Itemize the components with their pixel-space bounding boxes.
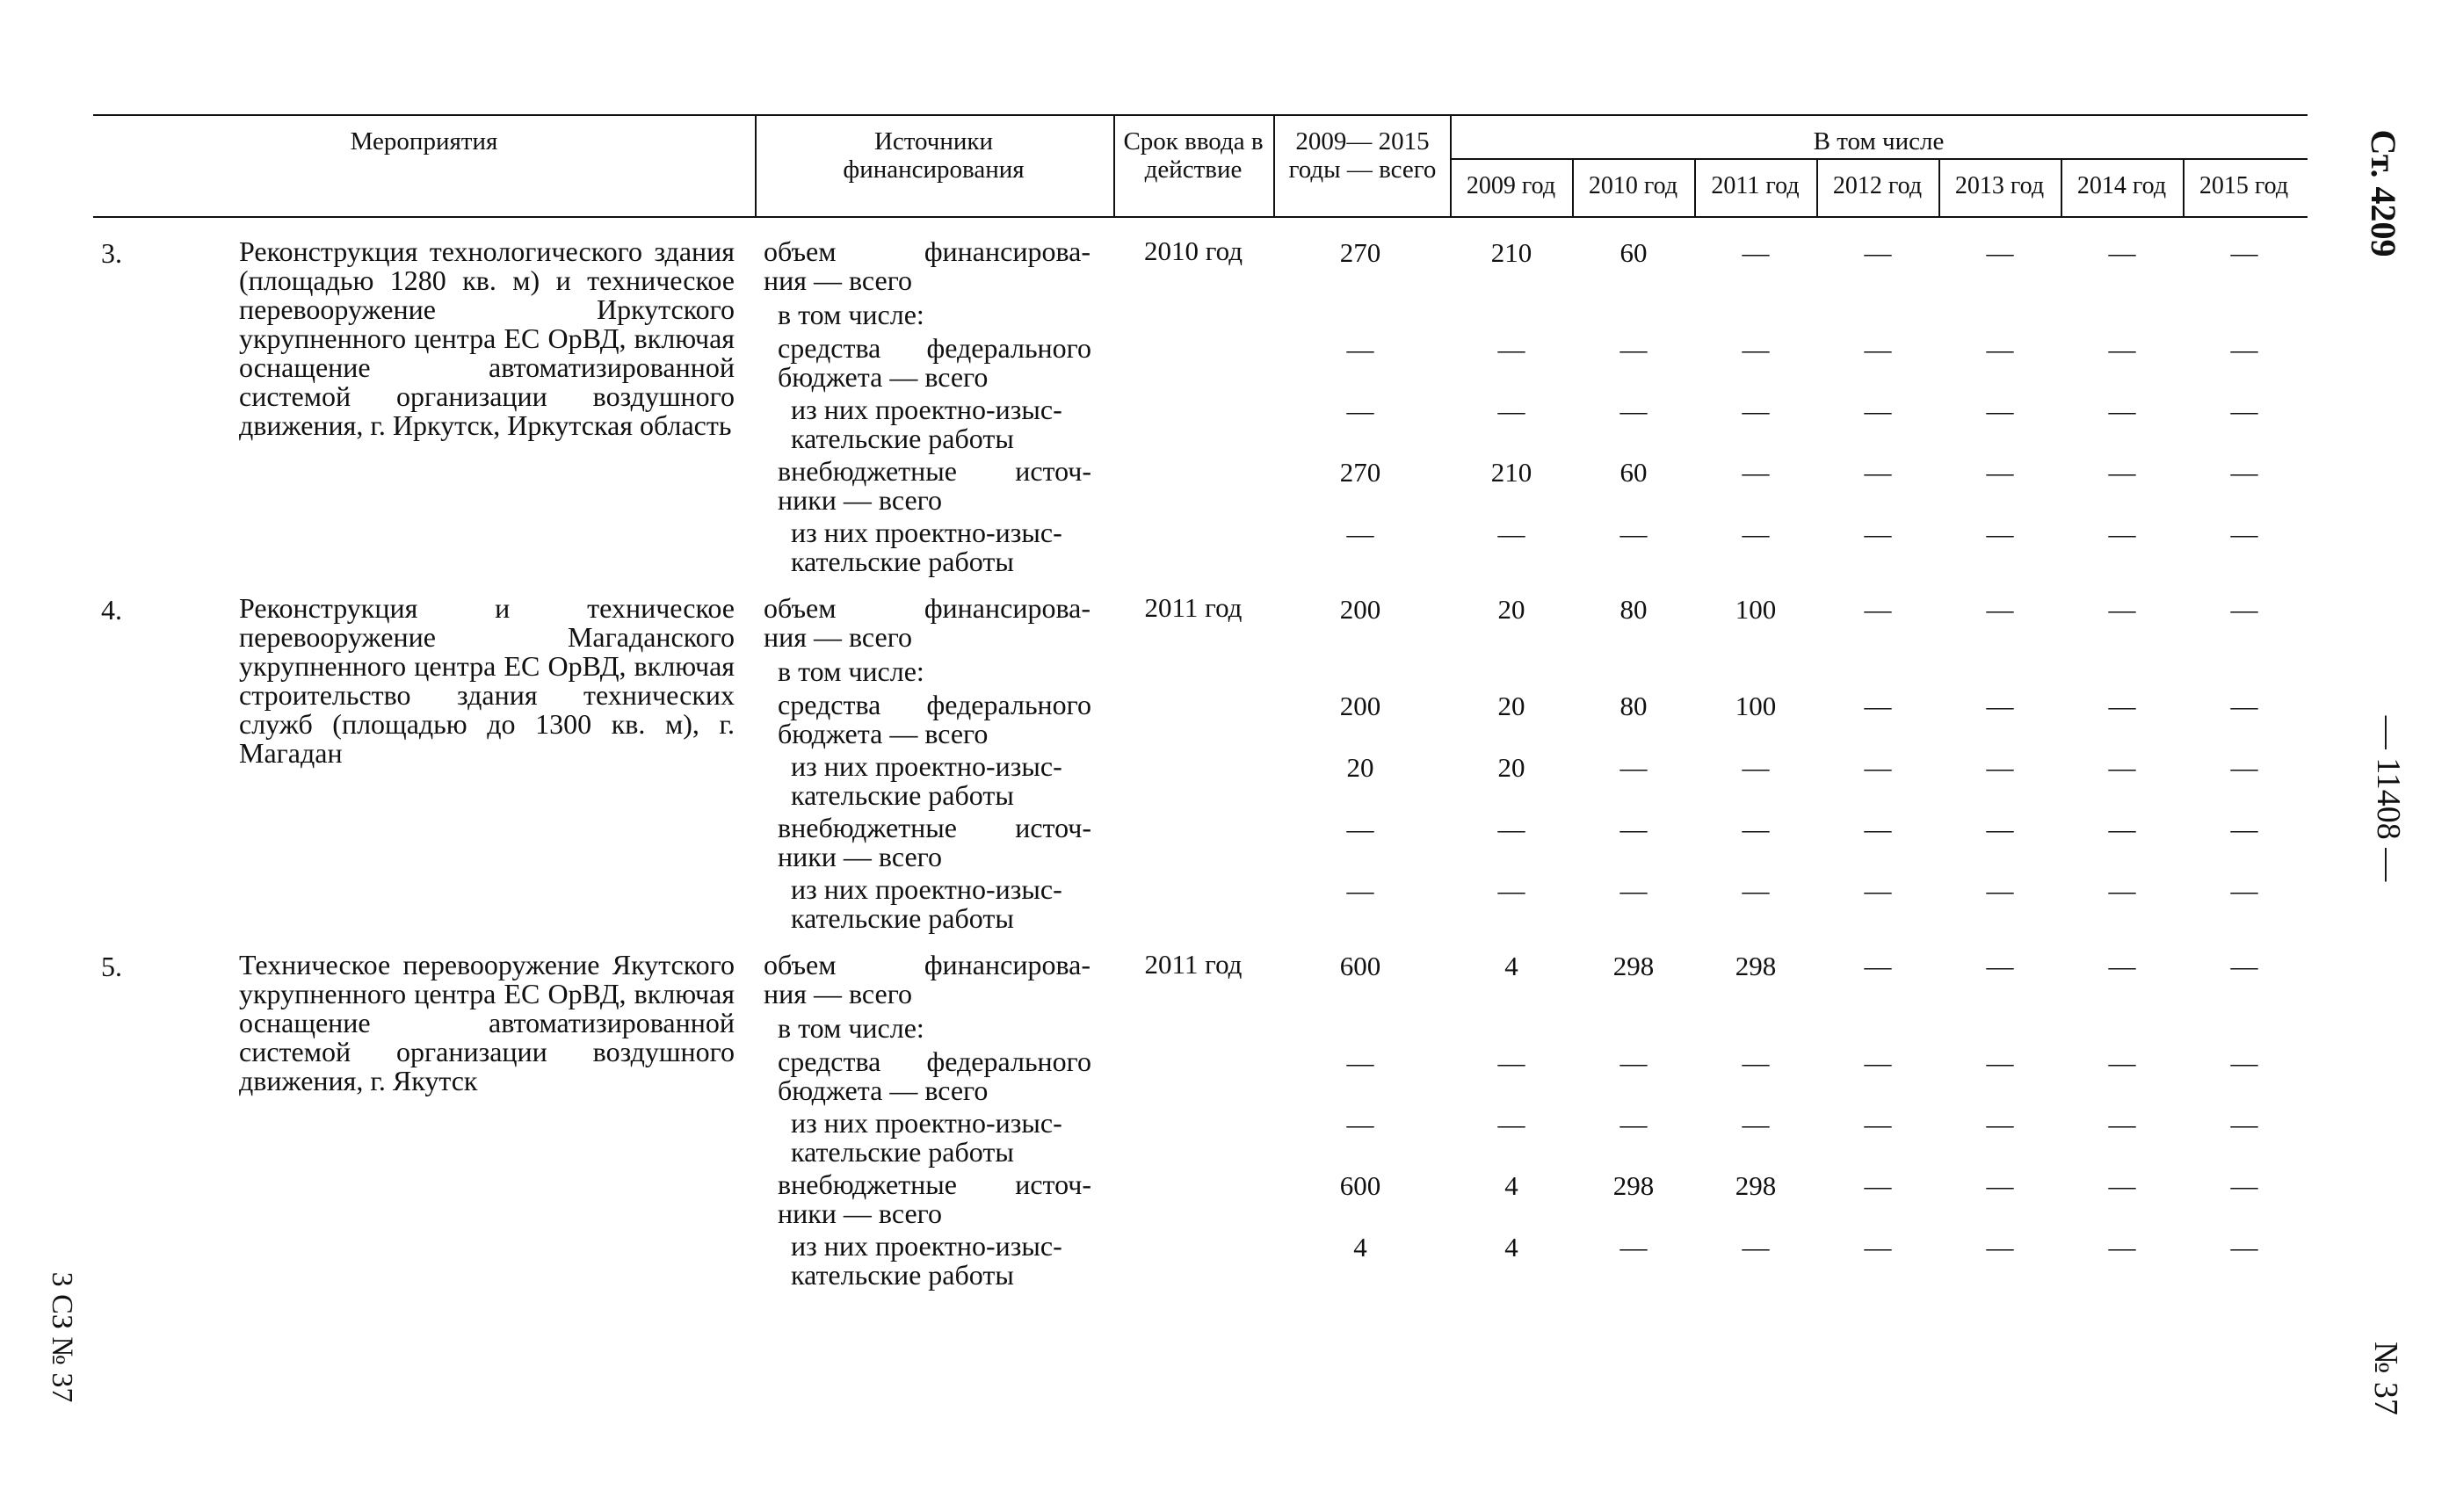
value-year: 210 [1490,457,1532,488]
source-label-line: ния — всего [764,621,913,653]
value-year: 298 [1612,1170,1655,1201]
value-year: 298 [1612,951,1655,981]
header-year: 2013 год [1954,172,2045,199]
value-year: — [2230,1232,2258,1262]
value-year: — [2230,334,2258,365]
value-year: — [1619,1109,1648,1139]
value-total: 600 [1339,1170,1381,1201]
value-year: 20 [1497,691,1525,721]
value-year: 210 [1490,237,1532,268]
source-label-line: в том числе: [778,655,924,687]
value-total: 200 [1339,691,1381,721]
value-year: — [1986,1170,2014,1201]
row-index: 4. [101,594,122,626]
value-year: — [1986,951,2014,981]
source-label-line: ники — всего [778,841,942,872]
value-year: — [1986,752,2014,783]
including-rule [1450,158,2308,160]
source-label-word: источ- [1015,1168,1091,1200]
value-year: — [1864,691,1892,721]
value-year: — [1986,334,2014,365]
row-index: 5. [101,951,122,982]
value-year: — [2230,1047,2258,1078]
source-label-line: кательские работы [791,546,1014,577]
value-total: 270 [1339,237,1381,268]
value-year: — [2230,875,2258,906]
value-year: — [1742,814,1770,844]
value-year: — [1864,1232,1892,1262]
value-year: 20 [1497,594,1525,625]
source-label-line: кательские работы [791,423,1014,454]
value-year: — [1986,237,2014,268]
row-index: 3. [101,237,122,269]
value-year: — [2230,594,2258,625]
source-label-line [764,594,1090,623]
value-total: 200 [1339,594,1381,625]
value-year: — [2108,951,2136,981]
value-year: — [2108,875,2136,906]
source-label-line [778,457,1091,486]
source-label-line: из них проектно-изыс- [791,517,1062,548]
value-year: — [2108,334,2136,365]
value-year: 298 [1735,1170,1777,1201]
value-year: — [1986,518,2014,549]
source-label-line: ния — всего [764,264,913,296]
value-year: — [1742,395,1770,426]
value-year: 4 [1504,1170,1518,1201]
value-year: — [2230,457,2258,488]
source-label-word: внебюджетные [778,455,957,487]
value-year: — [1742,1109,1770,1139]
source-label-line [778,691,1091,720]
value-year: — [1619,518,1648,549]
value-year: — [1986,691,2014,721]
value-year: 100 [1735,594,1777,625]
header-year: 2011 год [1711,172,1800,199]
source-label-word: источ- [1015,812,1091,843]
source-label-line: ники — всего [778,1197,942,1229]
value-year: — [2108,691,2136,721]
source-label-line [778,1047,1091,1076]
source-label-line: из них проектно-изыс- [791,1230,1062,1262]
value-year: — [2230,814,2258,844]
source-label-line: бюджета — всего [778,361,989,393]
value-total: 20 [1346,752,1374,783]
source-label-word: федерального [926,689,1091,720]
value-year: — [1497,814,1525,844]
value-year: — [2108,1109,2136,1139]
source-label-line: ники — всего [778,484,942,516]
value-year: 4 [1504,951,1518,981]
activity-description: Техническое перевооружение Якутского укрупненного центра ЕС ОрВД, включая оснащение автоматизированной системой организации воздушного движения, г. Якутск [239,949,735,1096]
value-total: 600 [1339,951,1381,981]
source-label-word: средства [778,689,881,720]
issue-number-left: 3 СЗ № 37 [46,1271,78,1403]
source-label-line: из них проектно-изыс- [791,1107,1062,1139]
header-divider [755,115,757,217]
source-label-line: из них проектно-изыс- [791,394,1062,425]
source-label-word: объем [764,949,837,980]
source-label-line: кательские работы [791,1136,1014,1168]
source-label-line: кательские работы [791,1259,1014,1291]
source-label-line: бюджета — всего [778,1074,989,1106]
source-label-word: финансирова- [924,949,1090,980]
source-label-word: источ- [1015,455,1091,487]
header-year: 2015 год [2199,172,2289,199]
value-year: — [1864,395,1892,426]
source-label-line: из них проектно-изыс- [791,750,1062,782]
page-reference: Ст. 4209 [2364,129,2403,257]
source-label-line: кательские работы [791,779,1014,811]
value-year: — [1986,1232,2014,1262]
header-year: 2014 год [2076,172,2167,199]
value-year: — [2230,395,2258,426]
value-year: — [1497,518,1525,549]
value-total: 4 [1353,1232,1367,1262]
source-label-line: из них проектно-изыс- [791,873,1062,905]
value-year: — [2230,752,2258,783]
value-year: — [2108,1047,2136,1078]
value-total: 270 [1339,457,1381,488]
value-year: — [1742,875,1770,906]
activity-description: Реконструкция технологического здания (площадью 1280 кв. м) и техническое перевооружение Иркутского укрупненного центра ЕС ОрВД, включая оснащение автоматизированной системой организации воздушного движения, г. Иркутск, Иркутская область [239,235,735,441]
value-year: — [1619,875,1648,906]
source-label-word: внебюджетные [778,1168,957,1200]
value-year: — [1986,1047,2014,1078]
source-label-line: в том числе: [778,1012,924,1044]
header-bottom-rule [93,216,2308,218]
value-year: 20 [1497,752,1525,783]
value-year: — [1864,814,1892,844]
value-year: — [1986,395,2014,426]
value-year: — [1864,951,1892,981]
value-year: — [1986,457,2014,488]
value-year: — [2230,1170,2258,1201]
value-total: — [1346,814,1374,844]
header-activity: Мероприятия [350,127,498,156]
value-year: 80 [1619,594,1648,625]
value-year: — [1619,1232,1648,1262]
value-year: — [2108,1232,2136,1262]
commissioning-term: 2010 год [1143,235,1243,266]
source-label-line: кательские работы [791,902,1014,934]
source-label-line [764,237,1090,266]
value-year: — [1864,518,1892,549]
value-year: 80 [1619,691,1648,721]
value-year: — [1497,1047,1525,1078]
source-label-line: бюджета — всего [778,718,989,749]
source-label-word: федерального [926,1045,1091,1077]
value-year: — [1742,752,1770,783]
value-year: 100 [1735,691,1777,721]
value-year: — [1742,518,1770,549]
activity-description: Реконструкция и техническое перевооружение Магаданского укрупненного центра ЕС ОрВД, включая строительство здания технических служб (площадью до 1300 кв. м), г. Магадан [239,592,735,769]
value-year: — [1497,875,1525,906]
value-year: — [1864,1170,1892,1201]
value-year: — [1497,1109,1525,1139]
value-year: — [2108,752,2136,783]
value-year: — [2108,518,2136,549]
value-year: — [1619,395,1648,426]
source-label-word: средства [778,332,881,364]
source-label-line [778,1170,1091,1199]
value-year: 60 [1619,457,1648,488]
value-total: — [1346,1047,1374,1078]
value-year: — [1864,237,1892,268]
value-year: — [1986,1109,2014,1139]
value-year: 4 [1504,1232,1518,1262]
commissioning-term: 2011 год [1144,949,1243,980]
value-year: — [2230,237,2258,268]
value-year: — [1864,875,1892,906]
value-year: — [1742,457,1770,488]
value-year: — [1864,334,1892,365]
source-label-word: федерального [926,332,1091,364]
header-year: 2010 год [1588,172,1678,199]
value-year: — [1864,1047,1892,1078]
value-year: — [2108,237,2136,268]
collection-page-number: — 11408 — [2370,715,2407,882]
value-total: — [1346,875,1374,906]
header-including: В том числе [1813,127,1945,156]
header-source: Источники финансирования [843,127,1025,184]
value-year: — [1986,814,2014,844]
value-year: — [2108,395,2136,426]
value-year: 298 [1735,951,1777,981]
value-year: — [2108,1170,2136,1201]
header-year: 2009 год [1466,172,1556,199]
source-label-word: финансирова- [924,235,1090,267]
source-label-word: объем [764,592,837,624]
header-term: Срок ввода в действие [1123,127,1264,184]
value-year: — [2230,518,2258,549]
value-year: — [1742,334,1770,365]
value-year: — [2108,594,2136,625]
value-year: — [1864,1109,1892,1139]
value-year: — [1619,334,1648,365]
source-label-line [778,814,1091,843]
source-label-line: в том числе: [778,299,924,330]
value-year: — [2230,1109,2258,1139]
value-year: — [1619,752,1648,783]
source-label-word: объем [764,235,837,267]
value-year: — [1986,594,2014,625]
value-year: — [1619,1047,1648,1078]
value-year: — [1497,395,1525,426]
header-year: 2012 год [1832,172,1923,199]
value-year: — [1864,457,1892,488]
value-year: — [1986,875,2014,906]
value-year: — [1619,814,1648,844]
value-year: — [1742,1232,1770,1262]
value-year: — [1864,752,1892,783]
value-year: — [1864,594,1892,625]
source-label-word: средства [778,1045,881,1077]
value-year: — [2230,951,2258,981]
value-total: — [1346,518,1374,549]
value-year: — [1497,334,1525,365]
source-label-word: внебюджетные [778,812,957,843]
header-divider [1113,115,1115,217]
source-label-line [778,334,1091,363]
value-total: — [1346,1109,1374,1139]
header-divider [1273,115,1275,217]
value-total: — [1346,334,1374,365]
source-label-word: финансирова- [924,592,1090,624]
value-year: — [2108,814,2136,844]
value-year: — [2108,457,2136,488]
commissioning-term: 2011 год [1144,592,1243,623]
value-year: 60 [1619,237,1648,268]
value-year: — [1742,237,1770,268]
value-total: — [1346,395,1374,426]
value-year: — [1742,1047,1770,1078]
header-total: 2009— 2015 годы — всего [1288,127,1437,184]
issue-number-right: № 37 [2367,1342,2404,1415]
source-label-line: ния — всего [764,978,913,1009]
value-year: — [2230,691,2258,721]
table-top-rule [93,114,2308,116]
source-label-line [764,951,1090,980]
